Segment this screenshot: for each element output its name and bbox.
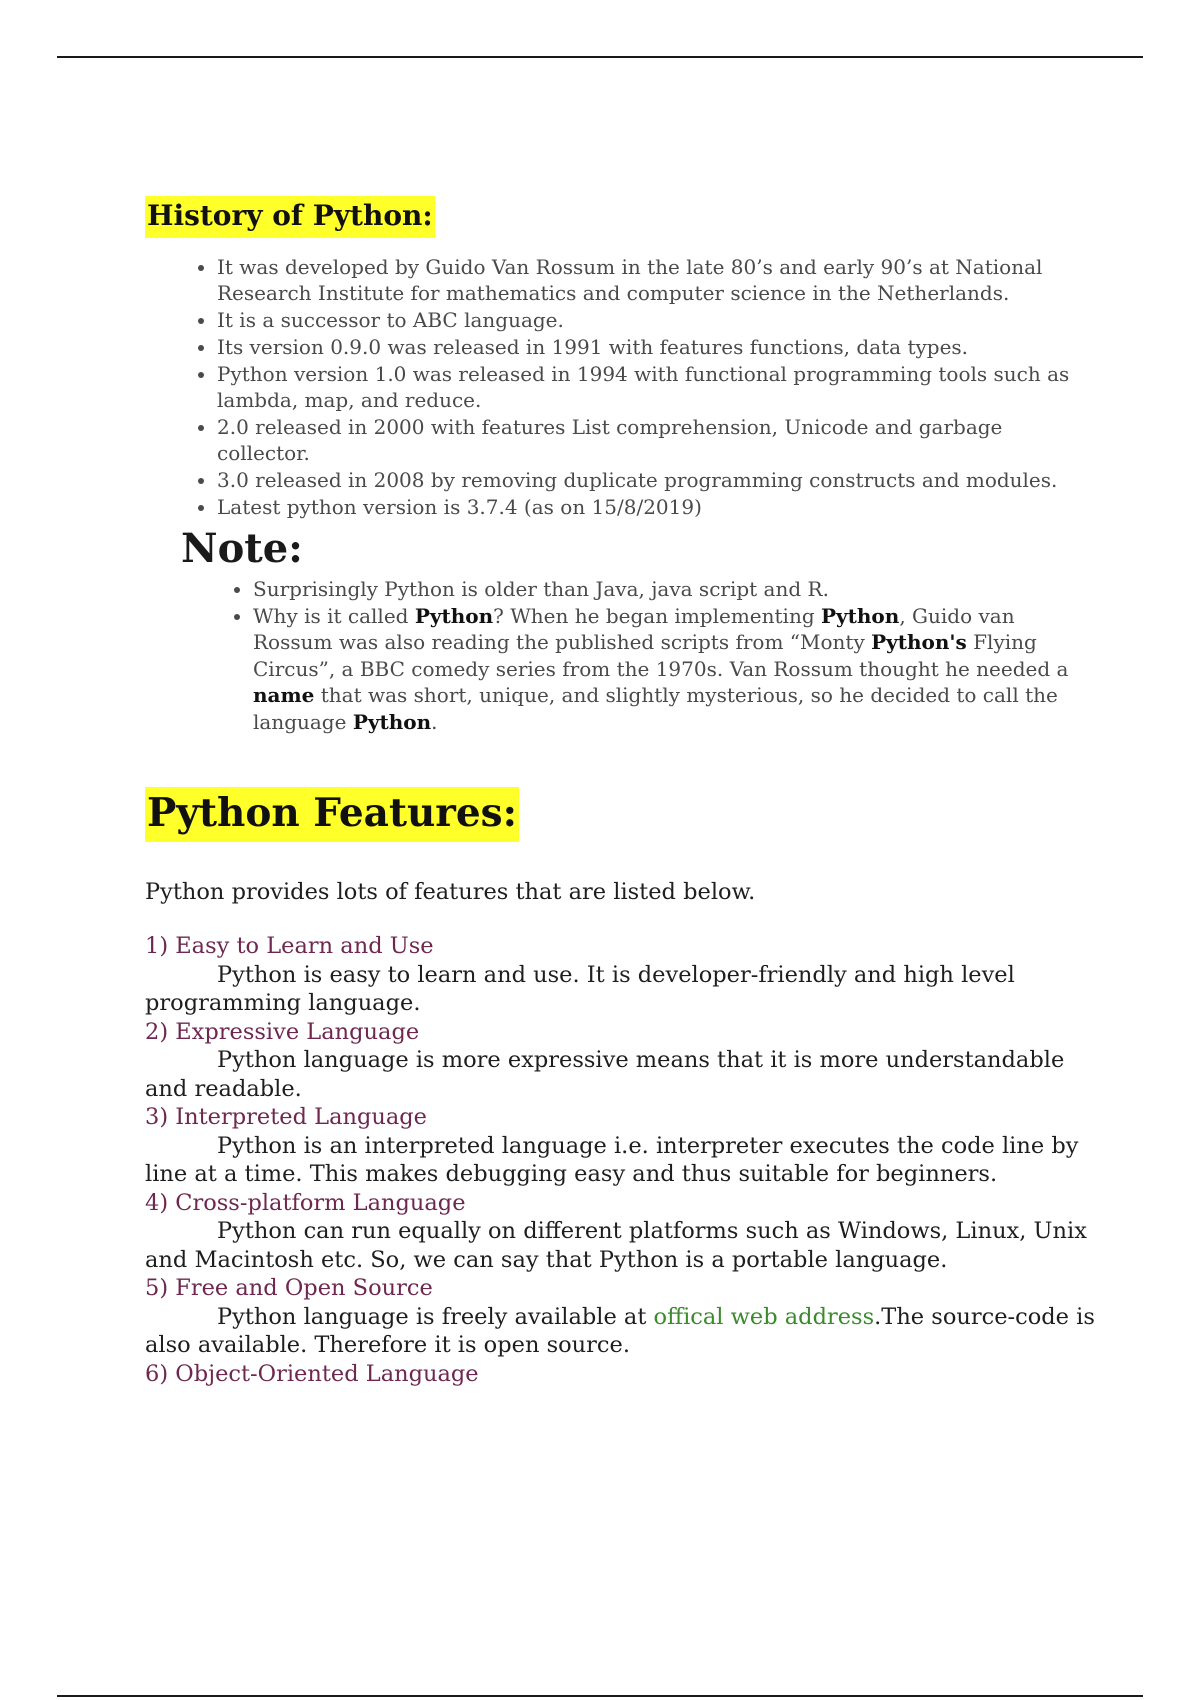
features-heading: Python Features: — [145, 787, 519, 842]
note-text: Flying Circus”, a BBC comedy series from the 1970s. Van Rossum thought he needed a — [253, 630, 1069, 681]
feature-title: 1) Easy to Learn and Use — [145, 933, 434, 960]
note-heading: Note: — [181, 525, 303, 573]
note-text: . — [431, 709, 438, 734]
note-text: Why is it called — [253, 603, 415, 628]
note-bold: Python — [352, 709, 432, 734]
note-bold: Python — [414, 603, 494, 628]
note-item-name-origin — [253, 603, 1095, 736]
features-list — [145, 932, 1095, 1388]
feature-text: Python language is freely available at — [217, 1303, 654, 1330]
note-item-older: • Surprisingly Python is older than Java, java script and R. — [253, 576, 1095, 603]
feature-title: 4) Cross-platform Language — [145, 1189, 466, 1216]
history-item: • 3.0 released in 2008 by removing duplicate programming constructs and modules. — [217, 467, 1095, 493]
features-intro: Python provides lots of features that are listed below. — [145, 879, 756, 906]
history-item: • Latest python version is 3.7.4 (as on 15/8/2019) — [217, 494, 1095, 520]
official-web-address-link[interactable]: offical web address — [653, 1303, 875, 1330]
feature-description: Python is easy to learn and use. It is developer-friendly and high level programming language. — [145, 961, 1015, 1017]
history-item: • It was developed by Guido Van Rossum in the late 80’s and early 90’s at National Research Institute for mathematics and computer science in the Netherlands. — [217, 254, 1095, 306]
feature-title: 6) Object-Oriented Language — [145, 1360, 479, 1387]
feature-description: Python can run equally on different platforms such as Windows, Linux, Unix and Macintosh etc. So, we can say that Python is a portable language. — [145, 1218, 1087, 1273]
note-text: ? When he began implementing — [493, 603, 821, 628]
feature-description — [145, 1303, 1095, 1360]
feature-description: Python language is more expressive means that it is more understandable and readable. — [145, 1047, 1065, 1102]
feature-description: Python is an interpreted language i.e. interpreter executes the code line by line at a time. This makes debugging easy and thus suitable for beginners. — [145, 1132, 1079, 1188]
history-item: • 2.0 released in 2000 with features List comprehension, Unicode and garbage collector. — [217, 414, 1095, 466]
note-bold: Python — [820, 603, 900, 628]
history-item: • It is a successor to ABC language. — [217, 307, 1095, 333]
note-text: that was short, unique, and slightly mysterious, so he decided to call the language — [253, 683, 1058, 734]
document-body — [145, 196, 1095, 1388]
history-item: • Python version 1.0 was released in 1994 with functional programming tools such as lambda, map, and reduce. — [217, 361, 1095, 413]
history-list — [145, 254, 1095, 520]
bottom-rule — [57, 1695, 1143, 1697]
feature-title: 3) Interpreted Language — [145, 1104, 427, 1131]
top-rule — [57, 56, 1143, 58]
history-heading: History of Python: — [145, 196, 435, 238]
note-list — [145, 576, 1095, 735]
note-bold: Python's — [871, 630, 967, 655]
history-item: • Its version 0.9.0 was released in 1991 with features functions, data types. — [217, 334, 1095, 360]
feature-text: .The source-code is also available. Therefore it is open source. — [145, 1303, 1095, 1359]
note-bold: name — [253, 683, 315, 708]
note-text: , Guido van Rossum was also reading the published scripts from “Monty — [253, 603, 1015, 655]
feature-title: 2) Expressive Language — [145, 1018, 420, 1045]
feature-title: 5) Free and Open Source — [145, 1275, 433, 1302]
